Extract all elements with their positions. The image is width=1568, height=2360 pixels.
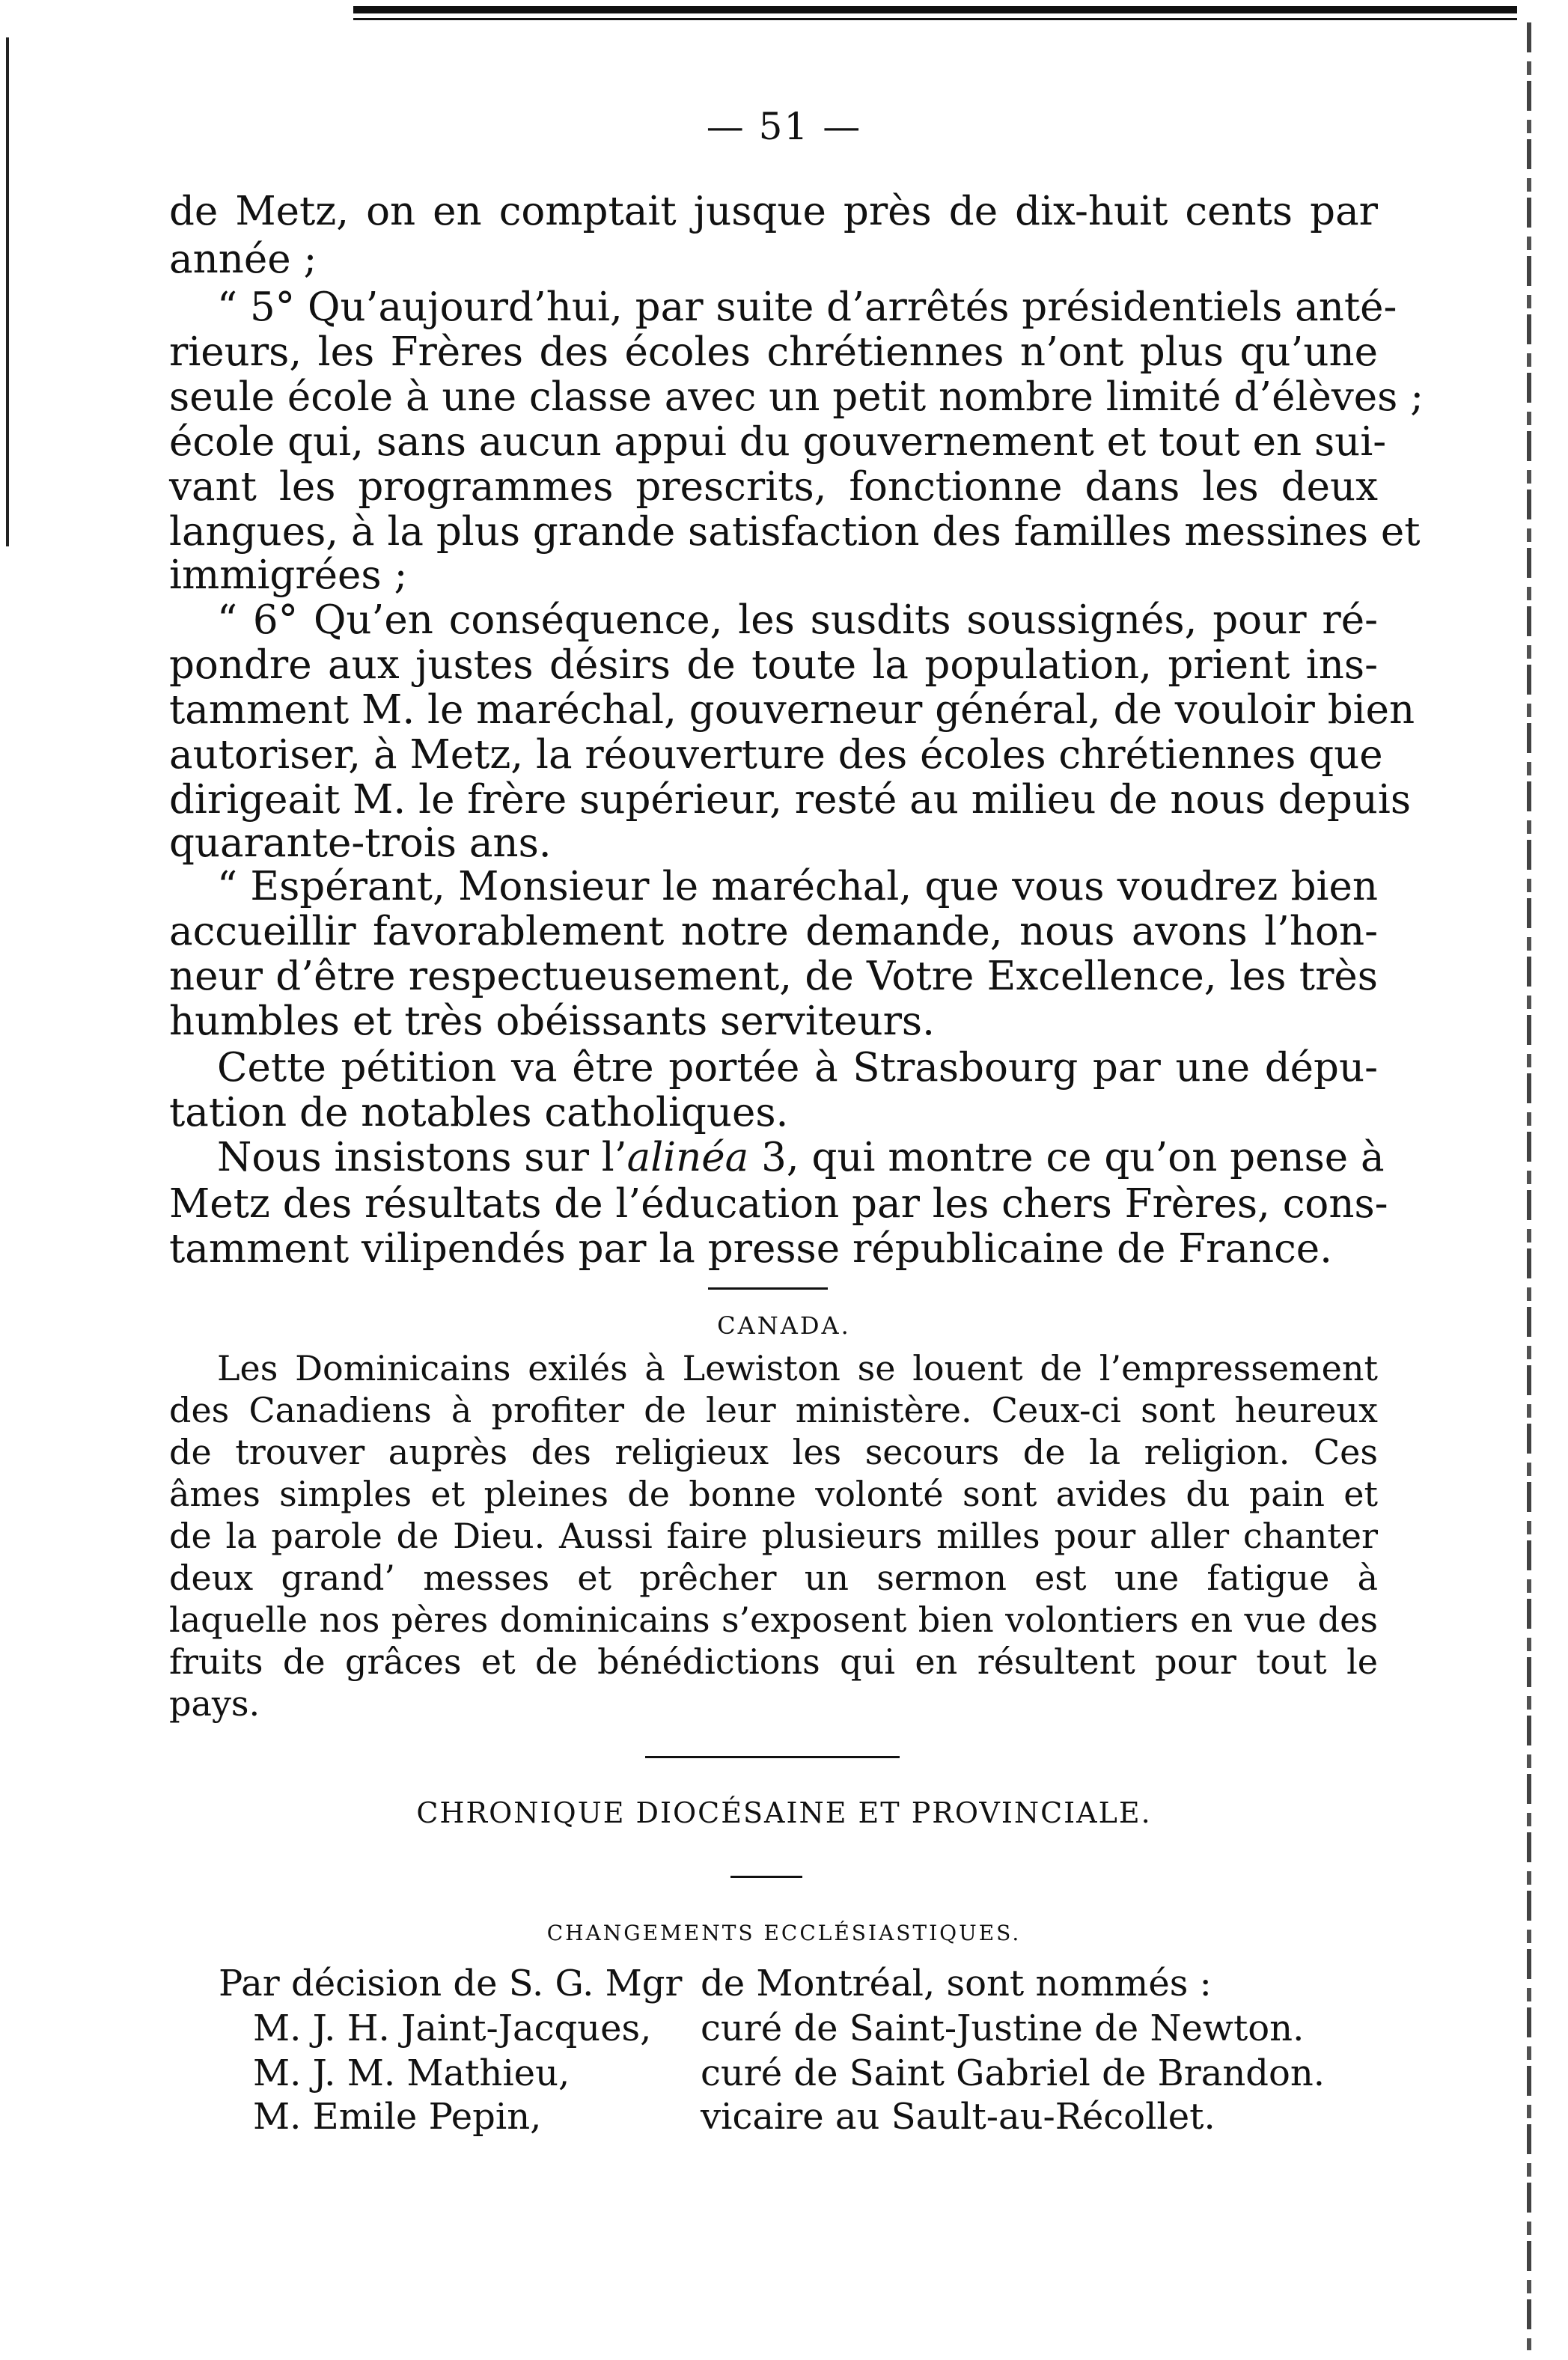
text-line: immigrées ; xyxy=(169,552,408,598)
section-divider xyxy=(645,1756,900,1758)
text-line: “ Espérant, Monsieur le maréchal, que vous voudrez bien xyxy=(217,864,1378,909)
appointee-post: vicaire au Sault-au-Récollet. xyxy=(701,2096,1215,2138)
text-line: deux grand’ messes et prêcher un sermon est une fatigue à xyxy=(169,1558,1378,1598)
intro-left: Par décision de S. G. Mgr xyxy=(219,1963,683,2004)
text-line: année ; xyxy=(169,237,317,282)
text-line: dirigeait M. le frère supérieur, resté au milieu de nous depuis xyxy=(169,777,1412,823)
appointee-name: M. J. H. Jaint-Jacques, xyxy=(253,2007,652,2049)
text-line: Cette pétition va être portée à Strasbourg par une dépu- xyxy=(217,1045,1378,1091)
text-line: quarante-trois ans. xyxy=(169,820,552,866)
subheading-changements: CHANGEMENTS ECCLÉSIASTIQUES. xyxy=(546,1921,1022,1945)
text-line: école qui, sans aucun appui du gouvernement et tout en sui- xyxy=(169,419,1387,465)
text-line: de trouver auprès des religieux les secours de la religion. Ces xyxy=(169,1432,1378,1472)
text-line-insist xyxy=(217,1135,1385,1181)
right-binding-edge xyxy=(1527,22,1531,2350)
page-number: — 51 — xyxy=(706,105,862,148)
appointee-post: curé de Saint-Justine de Newton. xyxy=(701,2007,1305,2049)
text-line: Metz des résultats de l’éducation par les chers Frères, cons- xyxy=(169,1181,1388,1227)
appointee-name: M. Emile Pepin, xyxy=(253,2096,542,2138)
section-heading-chronique: CHRONIQUE DIOCÉSAINE ET PROVINCIALE. xyxy=(416,1796,1152,1829)
text-line: rieurs, les Frères des écoles chrétiennes n’ont plus qu’une xyxy=(169,329,1378,375)
text-line: tation de notables catholiques. xyxy=(169,1090,789,1135)
text-line: tamment M. le maréchal, gouverneur général, de vouloir bien xyxy=(169,687,1415,733)
text-line: fruits de grâces et de bénédictions qui en résultent pour tout le xyxy=(169,1641,1378,1682)
text-line: neur d’être respectueusement, de Votre Excellence, les très xyxy=(169,954,1378,999)
text-line: vant les programmes prescrits, fonctionne dans les deux xyxy=(169,464,1378,510)
text-line: “ 5° Qu’aujourd’hui, par suite d’arrêtés présidentiels anté- xyxy=(217,284,1397,330)
text-line: de la parole de Dieu. Aussi faire plusieurs milles pour aller chanter xyxy=(169,1516,1378,1556)
text-line: seule école à une classe avec un petit nombre limité d’élèves ; xyxy=(169,374,1424,420)
text-line: laquelle nos pères dominicains s’exposent bien volontiers en vue des xyxy=(169,1600,1378,1640)
intro-right: de Montréal, sont nommés : xyxy=(701,1963,1212,2004)
text-line: tamment vilipendés par la presse républicaine de France. xyxy=(169,1226,1333,1272)
appointee-post: curé de Saint Gabriel de Brandon. xyxy=(701,2052,1326,2094)
top-border-rule-thin xyxy=(353,18,1517,20)
text-line: de Metz, on en comptait jusque près de dix-huit cents par xyxy=(169,189,1378,234)
section-heading-canada: CANADA. xyxy=(717,1311,851,1340)
text-line: humbles et très obéissants serviteurs. xyxy=(169,998,935,1044)
text-line: âmes simples et pleines de bonne volonté sont avides du pain et xyxy=(169,1474,1378,1514)
appointee-name: M. J. M. Mathieu, xyxy=(253,2052,570,2094)
text-line: “ 6° Qu’en conséquence, les susdits soussignés, pour ré- xyxy=(217,597,1378,643)
text-line: langues, à la plus grande satisfaction des familles messines et xyxy=(169,509,1421,555)
section-divider xyxy=(708,1287,828,1290)
text-run: 3, qui montre ce qu’on pense à xyxy=(748,1135,1385,1180)
italic-run: alinéa xyxy=(626,1135,749,1180)
text-line: autoriser, à Metz, la réouverture des écoles chrétiennes que xyxy=(169,732,1383,778)
heading-divider xyxy=(730,1876,802,1878)
text-line: accueillir favorablement notre demande, nous avons l’hon- xyxy=(169,909,1378,954)
text-line: pays. xyxy=(169,1683,260,1724)
text-line: pondre aux justes désirs de toute la population, prient ins- xyxy=(169,642,1378,688)
text-run: Nous insistons sur l’ xyxy=(217,1135,627,1180)
text-line: Les Dominicains exilés à Lewiston se louent de l’empressement xyxy=(217,1348,1378,1388)
text-line: des Canadiens à profiter de leur ministère. Ceux-ci sont heureux xyxy=(169,1390,1378,1430)
top-border-rule xyxy=(353,6,1517,13)
